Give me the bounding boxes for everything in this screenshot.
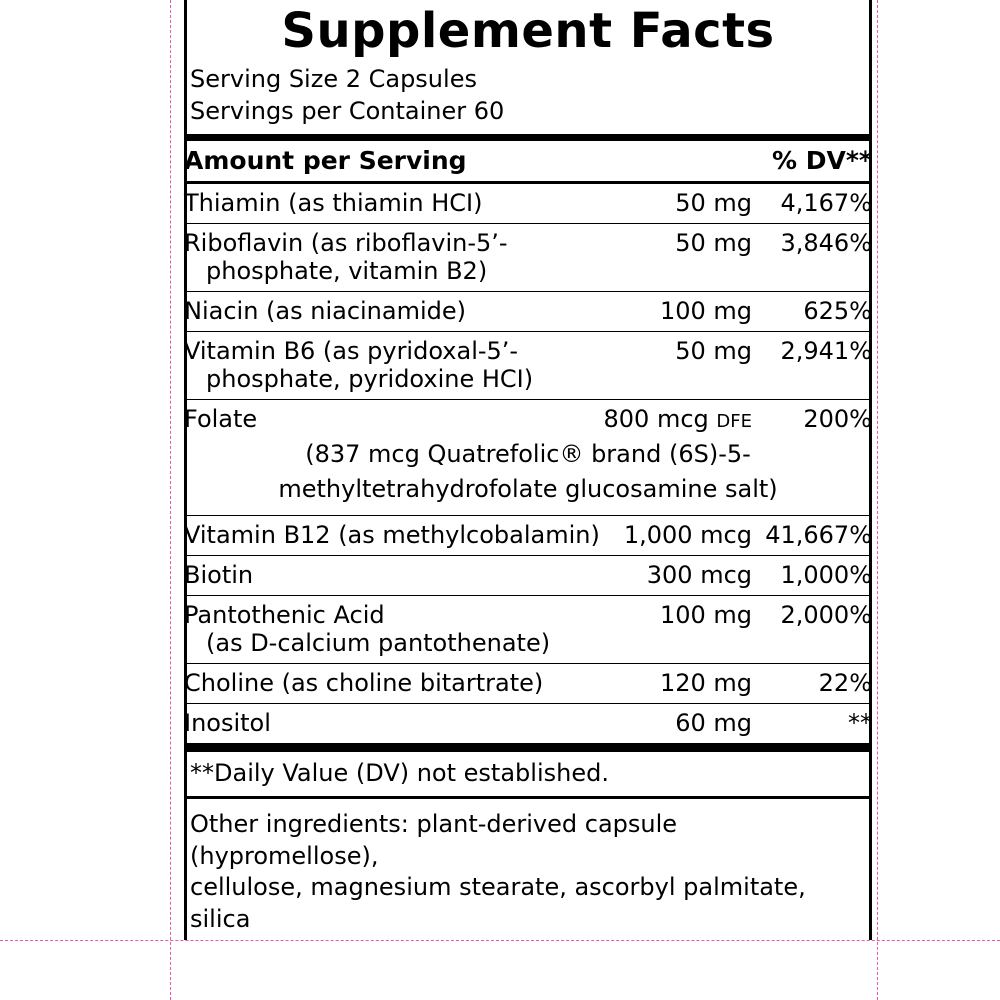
- nutrient-name-continued: phosphate, vitamin B2): [206, 256, 488, 285]
- nutrient-amount: 60 mg: [603, 704, 752, 744]
- nutrient-dv: 1,000%: [752, 556, 872, 596]
- table-header-row: [184, 141, 872, 181]
- bleed-guide-bottom: [0, 940, 1000, 941]
- nutrient-amount: 100 mg: [603, 291, 752, 331]
- folate-note-cell: [184, 439, 872, 516]
- nutrient-amount: 1,000 mcg: [603, 516, 752, 556]
- table-row: [184, 399, 872, 439]
- nutrient-dv: 22%: [752, 664, 872, 704]
- nutrient-name: Inositol: [184, 704, 603, 744]
- nutrient-name-cell: [184, 223, 603, 291]
- nutrient-dv: 2,941%: [752, 331, 872, 399]
- nutrient-dv: 625%: [752, 291, 872, 331]
- nutrient-dv: 2,000%: [752, 596, 872, 664]
- nutrient-name: Riboflavin (as riboflavin-5’-: [184, 228, 508, 257]
- nutrient-dv: 3,846%: [752, 223, 872, 291]
- bleed-guide-left: [170, 0, 171, 1000]
- servings-per-container: Servings per Container 60: [190, 97, 505, 126]
- table-row: [184, 331, 872, 399]
- divider-thick-top: [184, 134, 872, 141]
- nutrition-table: [184, 141, 872, 181]
- nutrient-name: Folate: [184, 399, 603, 439]
- nutrient-name-continued: phosphate, pyridoxine HCI): [206, 364, 534, 393]
- nutrient-amount-cell: [603, 399, 752, 439]
- table-row: [184, 516, 872, 556]
- divider-thick-bottom: [184, 743, 872, 752]
- nutrient-rows: [184, 184, 872, 743]
- table-row: [184, 223, 872, 291]
- header-percent-dv: % DV**: [772, 145, 872, 175]
- nutrient-amount: 50 mg: [603, 223, 752, 291]
- table-row: [184, 184, 872, 224]
- bleed-guide-right: [877, 0, 878, 1000]
- daily-value-note: **Daily Value (DV) not established.: [190, 759, 609, 788]
- nutrient-dv: 41,667%: [752, 516, 872, 556]
- table-row: [184, 596, 872, 664]
- nutrient-dv: 200%: [752, 399, 872, 439]
- nutrient-name: Choline (as choline bitartrate): [184, 664, 603, 704]
- supplement-facts-panel: [184, 0, 872, 936]
- nutrient-name-cell: [184, 331, 603, 399]
- nutrient-amount: 120 mg: [603, 664, 752, 704]
- nutrient-dv: **: [752, 704, 872, 744]
- table-row: [184, 664, 872, 704]
- nutrient-name: Niacin (as niacinamide): [184, 291, 603, 331]
- serving-size: Serving Size 2 Capsules: [190, 65, 477, 94]
- table-row: [184, 704, 872, 744]
- other-ingredients-line-2: cellulose, magnesium stearate, ascorbyl palmitate, silica: [190, 873, 806, 934]
- nutrient-name: Vitamin B6 (as pyridoxal-5’-: [184, 336, 519, 365]
- nutrient-amount: 50 mg: [603, 331, 752, 399]
- page-title: Supplement Facts: [281, 3, 775, 59]
- nutrient-amount: 50 mg: [675, 188, 752, 217]
- table-row: [184, 291, 872, 331]
- folate-note-row: [184, 439, 872, 516]
- nutrient-dv: 4,167%: [780, 188, 872, 217]
- nutrient-name: Biotin: [184, 556, 603, 596]
- table-row: [184, 556, 872, 596]
- nutrient-name: Vitamin B12 (as methylcobalamin): [184, 516, 603, 556]
- folate-note-line-1: (837 mcg Quatrefolic® brand (6S)-5-: [305, 439, 751, 468]
- nutrient-name: Pantothenic Acid: [184, 601, 385, 630]
- nutrient-amount: 800 mcg: [603, 404, 709, 433]
- header-amount-per-serving: Amount per Serving: [184, 145, 467, 175]
- other-ingredients-line-1: Other ingredients: plant-derived capsule (hypromellose),: [190, 810, 678, 870]
- nutrient-name-continued: (as D-calcium pantothenate): [206, 629, 551, 658]
- nutrient-name: Thiamin (as thiamin HCI): [184, 188, 483, 217]
- folate-note-line-2: methyltetrahydrofolate glucosamine salt): [278, 474, 778, 503]
- nutrient-amount: 300 mcg: [603, 556, 752, 596]
- nutrient-amount-unit: DFE: [716, 410, 752, 432]
- nutrient-name-cell: [184, 596, 603, 664]
- nutrient-amount: 100 mg: [603, 596, 752, 664]
